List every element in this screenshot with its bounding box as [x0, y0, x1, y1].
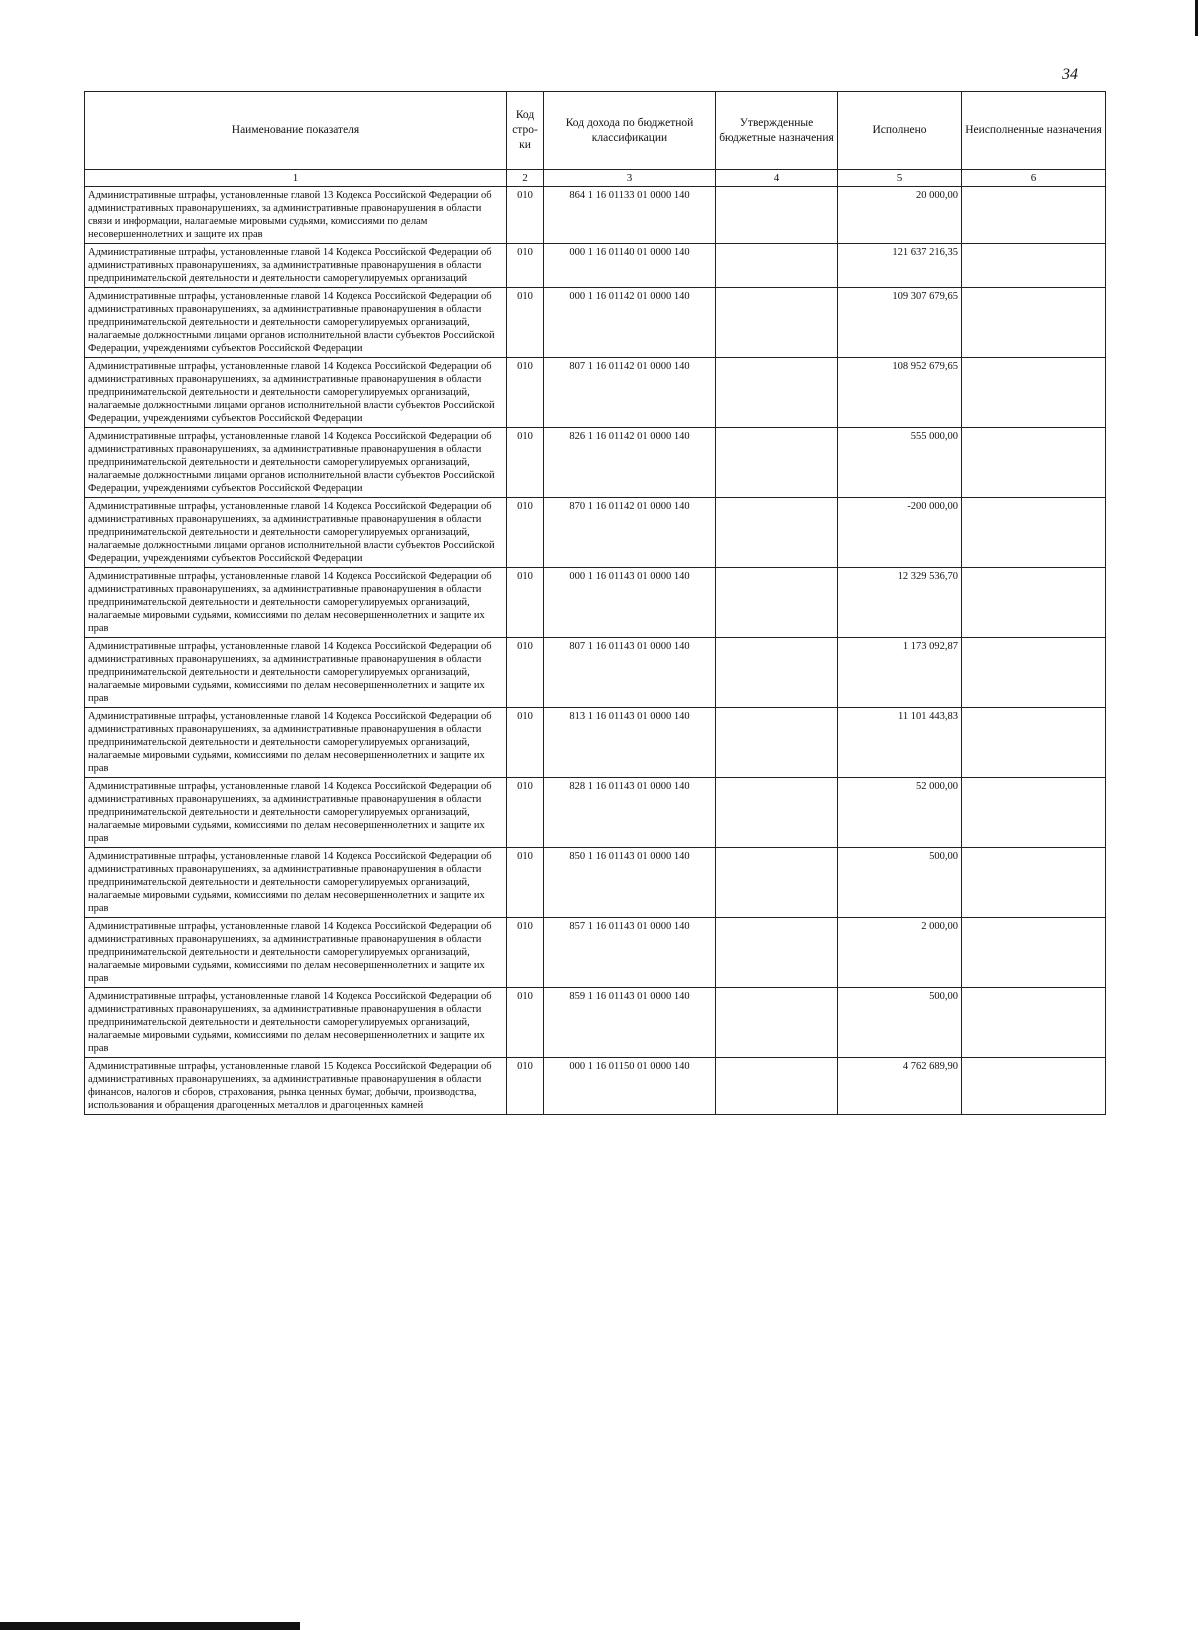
column-number: 1 [85, 170, 507, 187]
line-code-cell: 010 [507, 918, 544, 988]
executed-cell: 1 173 092,87 [838, 638, 962, 708]
line-code-cell: 010 [507, 778, 544, 848]
approved-cell [716, 988, 838, 1058]
column-number: 4 [716, 170, 838, 187]
approved-cell [716, 428, 838, 498]
executed-cell: 52 000,00 [838, 778, 962, 848]
approved-cell [716, 1058, 838, 1115]
executed-cell: -200 000,00 [838, 498, 962, 568]
unexecuted-cell [962, 848, 1106, 918]
approved-cell [716, 848, 838, 918]
income-code-cell: 850 1 16 01143 01 0000 140 [544, 848, 716, 918]
approved-cell [716, 568, 838, 638]
table-row [85, 498, 1106, 568]
line-code-cell: 010 [507, 708, 544, 778]
unexecuted-cell [962, 988, 1106, 1058]
table-row [85, 638, 1106, 708]
column-number-row [85, 170, 1106, 187]
page-number: 34 [1062, 66, 1078, 83]
indicator-name-cell: Административные штрафы, установленные главой 14 Кодекса Российской Федерации об административных правонарушениях, за административные правонарушения в области предпринимательской деятельности и деятельности саморегулируемых организаций, налагаемые должностными лицами органов исполнительной власти субъектов Российской Федерации, учреждениями субъектов Российской Федерации [85, 428, 507, 498]
approved-cell [716, 244, 838, 288]
approved-cell [716, 708, 838, 778]
column-number: 5 [838, 170, 962, 187]
indicator-name-cell: Административные штрафы, установленные главой 14 Кодекса Российской Федерации об административных правонарушениях, за административные правонарушения в области предпринимательской деятельности и деятельности саморегулируемых организаций, налагаемые мировыми судьями, комиссиями по делам несовершеннолетних и защите их прав [85, 638, 507, 708]
executed-cell: 500,00 [838, 988, 962, 1058]
line-code-cell: 010 [507, 428, 544, 498]
income-code-cell: 000 1 16 01150 01 0000 140 [544, 1058, 716, 1115]
unexecuted-cell [962, 1058, 1106, 1115]
table-row [85, 1058, 1106, 1115]
unexecuted-cell [962, 428, 1106, 498]
table-row [85, 428, 1106, 498]
unexecuted-cell [962, 498, 1106, 568]
income-code-cell: 870 1 16 01142 01 0000 140 [544, 498, 716, 568]
column-number: 2 [507, 170, 544, 187]
header-income-code: Код дохода по бюджетной классификации [544, 92, 716, 170]
indicator-name-cell: Административные штрафы, установленные главой 14 Кодекса Российской Федерации об административных правонарушениях, за административные правонарушения в области предпринимательской деятельности и деятельности саморегулируемых организаций [85, 244, 507, 288]
header-approved: Утвержденные бюджетные назначения [716, 92, 838, 170]
indicator-name-cell: Административные штрафы, установленные главой 14 Кодекса Российской Федерации об административных правонарушениях, за административные правонарушения в области предпринимательской деятельности и деятельности саморегулируемых организаций, налагаемые мировыми судьями, комиссиями по делам несовершеннолетних и защите их прав [85, 708, 507, 778]
line-code-cell: 010 [507, 638, 544, 708]
table-row [85, 988, 1106, 1058]
indicator-name-cell: Административные штрафы, установленные главой 14 Кодекса Российской Федерации об административных правонарушениях, за административные правонарушения в области предпринимательской деятельности и деятельности саморегулируемых организаций, налагаемые мировыми судьями, комиссиями по делам несовершеннолетних и защите их прав [85, 988, 507, 1058]
approved-cell [716, 187, 838, 244]
income-code-cell: 000 1 16 01140 01 0000 140 [544, 244, 716, 288]
approved-cell [716, 918, 838, 988]
report-table [84, 91, 1106, 1115]
executed-cell: 500,00 [838, 848, 962, 918]
executed-cell: 109 307 679,65 [838, 288, 962, 358]
unexecuted-cell [962, 244, 1106, 288]
line-code-cell: 010 [507, 187, 544, 244]
line-code-cell: 010 [507, 568, 544, 638]
income-code-cell: 807 1 16 01142 01 0000 140 [544, 358, 716, 428]
approved-cell [716, 358, 838, 428]
indicator-name-cell: Административные штрафы, установленные главой 14 Кодекса Российской Федерации об административных правонарушениях, за административные правонарушения в области предпринимательской деятельности и деятельности саморегулируемых организаций, налагаемые мировыми судьями, комиссиями по делам несовершеннолетних и защите их прав [85, 568, 507, 638]
table-row [85, 244, 1106, 288]
column-number: 6 [962, 170, 1106, 187]
column-number: 3 [544, 170, 716, 187]
executed-cell: 121 637 216,35 [838, 244, 962, 288]
executed-cell: 4 762 689,90 [838, 1058, 962, 1115]
line-code-cell: 010 [507, 848, 544, 918]
line-code-cell: 010 [507, 288, 544, 358]
table-row [85, 187, 1106, 244]
income-code-cell: 000 1 16 01143 01 0000 140 [544, 568, 716, 638]
line-code-cell: 010 [507, 1058, 544, 1115]
table-row [85, 288, 1106, 358]
line-code-cell: 010 [507, 498, 544, 568]
income-code-cell: 000 1 16 01142 01 0000 140 [544, 288, 716, 358]
unexecuted-cell [962, 708, 1106, 778]
income-code-cell: 826 1 16 01142 01 0000 140 [544, 428, 716, 498]
income-code-cell: 807 1 16 01143 01 0000 140 [544, 638, 716, 708]
unexecuted-cell [962, 918, 1106, 988]
approved-cell [716, 638, 838, 708]
header-line-code: Код стро- ки [507, 92, 544, 170]
line-code-cell: 010 [507, 244, 544, 288]
table-row [85, 568, 1106, 638]
income-code-cell: 828 1 16 01143 01 0000 140 [544, 778, 716, 848]
header-executed: Исполнено [838, 92, 962, 170]
executed-cell: 12 329 536,70 [838, 568, 962, 638]
income-code-cell: 813 1 16 01143 01 0000 140 [544, 708, 716, 778]
executed-cell: 555 000,00 [838, 428, 962, 498]
indicator-name-cell: Административные штрафы, установленные главой 14 Кодекса Российской Федерации об административных правонарушениях, за административные правонарушения в области предпринимательской деятельности и деятельности саморегулируемых организаций, налагаемые мировыми судьями, комиссиями по делам несовершеннолетних и защите их прав [85, 918, 507, 988]
indicator-name-cell: Административные штрафы, установленные главой 15 Кодекса Российской Федерации об административных правонарушениях, за административные правонарушения в области финансов, налогов и сборов, страхования, рынка ценных бумаг, добычи, производства, использования и обращения драгоценных металлов и драгоценных камней [85, 1058, 507, 1115]
executed-cell: 20 000,00 [838, 187, 962, 244]
income-code-cell: 857 1 16 01143 01 0000 140 [544, 918, 716, 988]
unexecuted-cell [962, 778, 1106, 848]
income-code-cell: 859 1 16 01143 01 0000 140 [544, 988, 716, 1058]
table-row [85, 358, 1106, 428]
table-row [85, 708, 1106, 778]
indicator-name-cell: Административные штрафы, установленные главой 14 Кодекса Российской Федерации об административных правонарушениях, за административные правонарушения в области предпринимательской деятельности и деятельности саморегулируемых организаций, налагаемые должностными лицами органов исполнительной власти субъектов Российской Федерации, учреждениями субъектов Российской Федерации [85, 288, 507, 358]
approved-cell [716, 288, 838, 358]
approved-cell [716, 778, 838, 848]
table-row [85, 778, 1106, 848]
indicator-name-cell: Административные штрафы, установленные главой 14 Кодекса Российской Федерации об административных правонарушениях, за административные правонарушения в области предпринимательской деятельности и деятельности саморегулируемых организаций, налагаемые мировыми судьями, комиссиями по делам несовершеннолетних и защите их прав [85, 848, 507, 918]
scan-bottom-bar [0, 1622, 300, 1630]
approved-cell [716, 498, 838, 568]
line-code-cell: 010 [507, 358, 544, 428]
indicator-name-cell: Административные штрафы, установленные главой 14 Кодекса Российской Федерации об административных правонарушениях, за административные правонарушения в области предпринимательской деятельности и деятельности саморегулируемых организаций, налагаемые должностными лицами органов исполнительной власти субъектов Российской Федерации, учреждениями субъектов Российской Федерации [85, 358, 507, 428]
scan-edge-mark [1195, 0, 1198, 36]
unexecuted-cell [962, 187, 1106, 244]
header-row [85, 92, 1106, 170]
header-indicator-name: Наименование показателя [85, 92, 507, 170]
unexecuted-cell [962, 568, 1106, 638]
table-row [85, 848, 1106, 918]
line-code-cell: 010 [507, 988, 544, 1058]
header-unexecuted: Неисполненные назначения [962, 92, 1106, 170]
executed-cell: 108 952 679,65 [838, 358, 962, 428]
indicator-name-cell: Административные штрафы, установленные главой 14 Кодекса Российской Федерации об административных правонарушениях, за административные правонарушения в области предпринимательской деятельности и деятельности саморегулируемых организаций, налагаемые мировыми судьями, комиссиями по делам несовершеннолетних и защите их прав [85, 778, 507, 848]
income-code-cell: 864 1 16 01133 01 0000 140 [544, 187, 716, 244]
indicator-name-cell: Административные штрафы, установленные главой 14 Кодекса Российской Федерации об административных правонарушениях, за административные правонарушения в области предпринимательской деятельности и деятельности саморегулируемых организаций, налагаемые должностными лицами органов исполнительной власти субъектов Российской Федерации, учреждениями субъектов Российской Федерации [85, 498, 507, 568]
table-row [85, 918, 1106, 988]
unexecuted-cell [962, 288, 1106, 358]
indicator-name-cell: Административные штрафы, установленные главой 13 Кодекса Российской Федерации об административных правонарушениях, за административные правонарушения в области связи и информации, налагаемые мировыми судьями, комиссиями по делам несовершеннолетних и защите их прав [85, 187, 507, 244]
executed-cell: 2 000,00 [838, 918, 962, 988]
executed-cell: 11 101 443,83 [838, 708, 962, 778]
unexecuted-cell [962, 638, 1106, 708]
unexecuted-cell [962, 358, 1106, 428]
